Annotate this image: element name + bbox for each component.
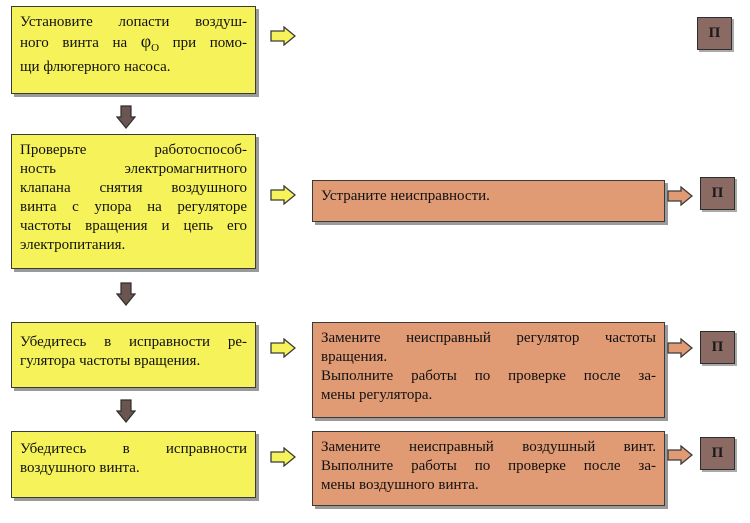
terminal-3-label: П [711, 339, 724, 355]
action-3-line-1: Замените неисправный регулятор частоты [321, 330, 656, 346]
step-2-line-2: ность электромагнитного [20, 161, 247, 177]
action-3-line-4: мены регулятора. [321, 387, 433, 403]
terminal-box-2 [700, 177, 735, 210]
action-box-3 [312, 322, 665, 418]
terminal-2-label: П [711, 185, 724, 201]
action-box-2 [312, 180, 665, 222]
terminal-box-1 [697, 17, 732, 50]
action-4-line-2: Выполните работы по проверке после за- [321, 458, 656, 474]
arrow-right-icon-6 [667, 338, 693, 358]
step-4-line-1: Убедитесь в исправности [20, 441, 247, 457]
step-2-line-6: электропитания. [20, 237, 126, 253]
arrow-right-icon-1 [270, 26, 296, 46]
action-3-line-3: Выполните работы по проверке после за- [321, 368, 656, 384]
arrow-down-icon-3 [116, 399, 136, 423]
action-4-line-1: Замените неисправный воздушный винт. [321, 439, 656, 455]
arrow-right-icon-7 [667, 445, 693, 465]
step-2-line-4: винта с упора на регуляторе [20, 199, 247, 215]
step-box-2 [11, 134, 256, 269]
phi-symbol: φ [140, 31, 152, 51]
step-3-line-2: гулятора частоты вращения. [20, 353, 201, 369]
arrow-down-icon-2 [116, 282, 136, 306]
arrow-right-icon-5 [667, 186, 693, 206]
step-1-line-1: Установите лопасти воздуш- [20, 14, 247, 30]
arrow-right-icon-3 [270, 338, 296, 358]
terminal-4-label: П [711, 445, 724, 461]
terminal-1-label: П [708, 25, 721, 41]
step-box-4 [11, 431, 256, 498]
step-2-line-3: клапана снятия воздушного [20, 180, 247, 196]
step-1-line-3: щи флюгерного насоса. [20, 59, 171, 75]
action-box-4 [312, 431, 665, 506]
step-4-line-2: воздушного винта. [20, 460, 140, 476]
arrow-right-icon-4 [270, 447, 296, 467]
step-3-line-1: Убедитесь в исправности ре- [20, 334, 247, 350]
step-2-line-5: частоты вращения и цепь его [20, 218, 247, 234]
step-1-line-2: ного винта на $\varphi_О$ при помо- [20, 31, 247, 54]
action-4-line-3: мены воздушного винта. [321, 477, 479, 493]
step-2-line-1: Проверьте работоспособ- [20, 142, 247, 158]
arrow-down-icon-1 [116, 105, 136, 129]
terminal-box-3 [700, 331, 735, 364]
action-2-text: Устраните неисправности. [321, 188, 490, 204]
action-3-line-2: вращения. [321, 349, 388, 365]
step-box-1 [11, 6, 256, 94]
terminal-box-4 [700, 437, 735, 470]
phi-subscript: О [151, 42, 160, 54]
step-box-3 [11, 322, 256, 388]
arrow-right-icon-2 [270, 185, 296, 205]
